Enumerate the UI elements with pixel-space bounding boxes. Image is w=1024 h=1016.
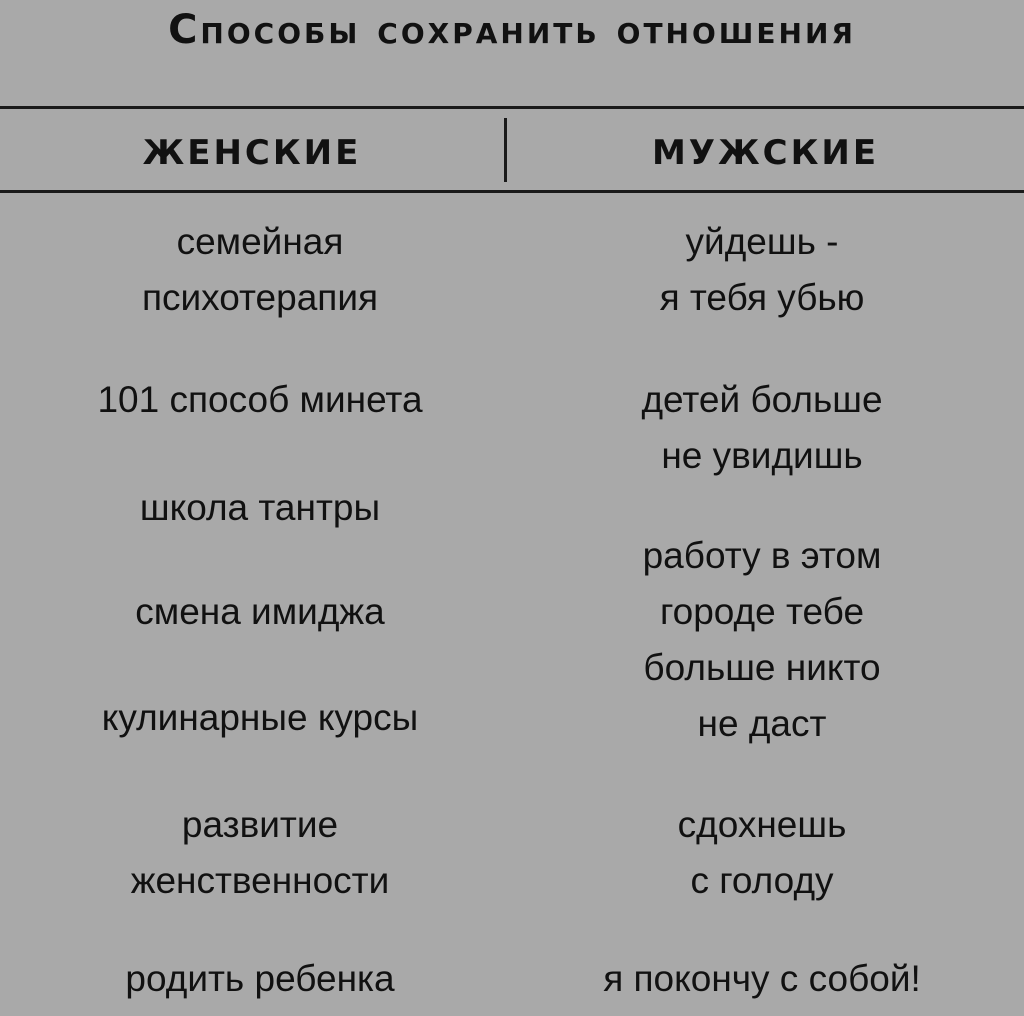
page-title: Способы сохранить отношения (168, 7, 856, 53)
women-item-tantra-school: школа тантры (139, 487, 381, 528)
women-item-have-child: родить ребенка (125, 958, 395, 999)
header-top-divider (0, 106, 1024, 109)
column-header-men: МУЖСКИЕ (651, 133, 880, 173)
women-item-image-change: смена имиджа (135, 591, 385, 632)
column-header-women: ЖЕНСКИЕ (142, 133, 362, 173)
men-item-children-threat: детей больше не увидишь (641, 379, 883, 476)
men-item-suicide-threat: я покончу с собой! (603, 958, 921, 999)
header-bottom-divider (0, 190, 1024, 193)
women-item-family-therapy: семейная психотерапия (141, 221, 379, 318)
women-item-cooking-courses: кулинарные курсы (101, 697, 419, 738)
women-item-101-ways: 101 способ минета (97, 379, 423, 420)
men-item-leave-threat: уйдешь - я тебя убью (659, 221, 865, 318)
men-item-job-threat: работу в этом городе тебе больше никто не даст (642, 535, 882, 744)
women-item-femininity: развитие женственности (130, 804, 390, 901)
men-item-starve-threat: сдохнешь с голоду (677, 804, 847, 901)
